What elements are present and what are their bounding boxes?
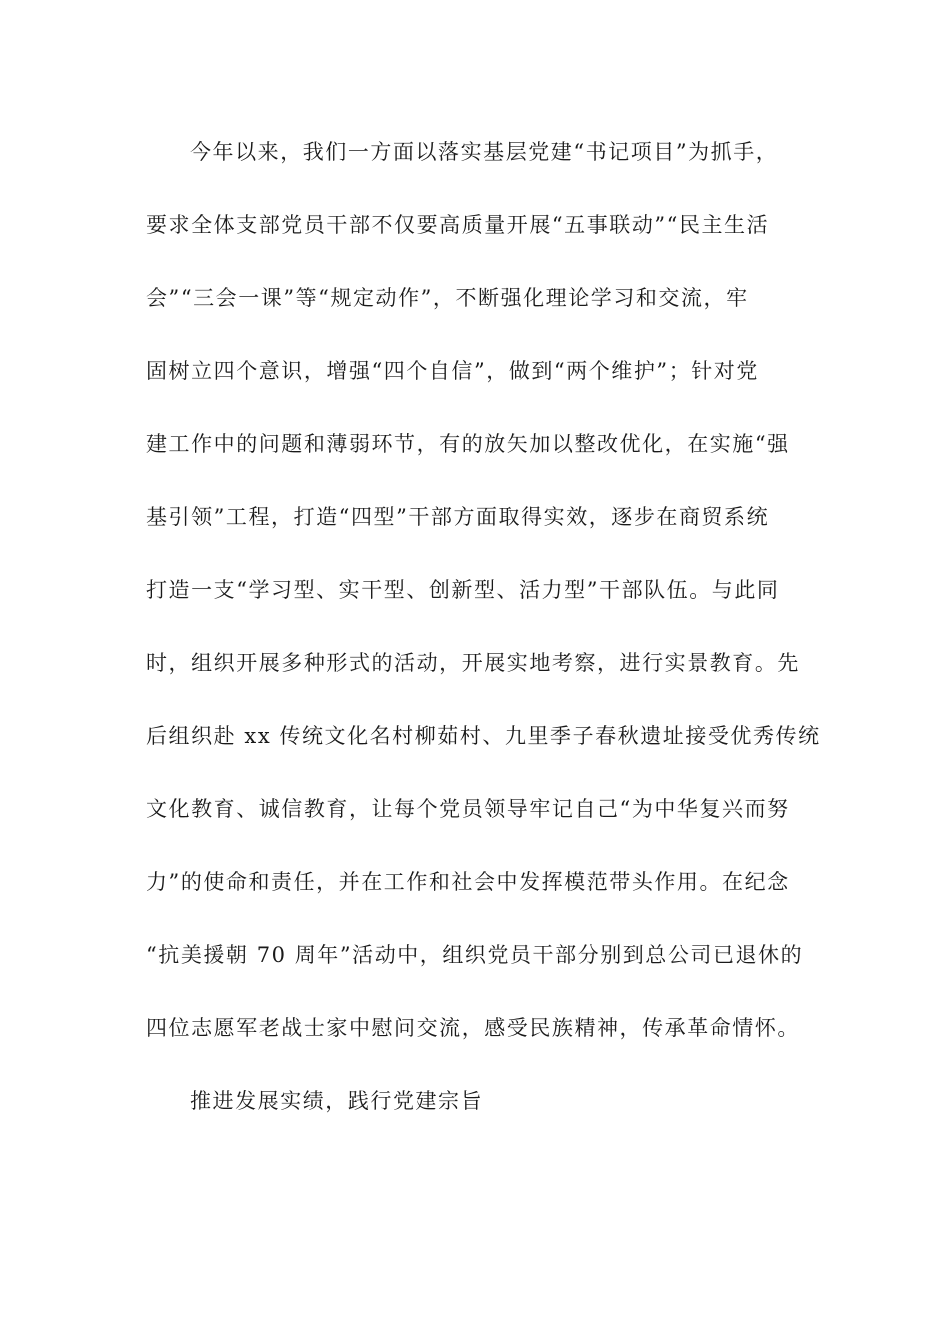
paragraph-line: 固树立四个意识，增强“四个自信”，做到“两个维护”；针对党 — [146, 359, 759, 383]
paragraph-line: 文化教育、诚信教育，让每个党员领导牢记自己“为中华复兴而努 — [146, 797, 790, 821]
paragraph-line: 后组织赴 xx 传统文化名村柳茹村、九里季子春秋遗址接受优秀传统 — [146, 724, 821, 748]
paragraph-line: “抗美援朝 70 周年”活动中，组织党员干部分别到总公司已退休的 — [146, 943, 804, 967]
paragraph-line: 今年以来，我们一方面以落实基层党建“书记项目”为抓手， — [190, 140, 779, 164]
paragraph-line: 四位志愿军老战士家中慰问交流，感受民族精神，传承革命情怀。 — [146, 1016, 800, 1040]
paragraph-line: 建工作中的问题和薄弱环节，有的放矢加以整改优化，在实施“强 — [146, 432, 790, 456]
paragraph-line: 要求全体支部党员干部不仅要高质量开展“五事联动”“民主生活 — [146, 213, 770, 237]
paragraph-line: 时，组织开展多种形式的活动，开展实地考察，进行实景教育。先 — [146, 651, 800, 675]
paragraph-line: 会”“三会一课”等“规定动作”，不断强化理论学习和交流，牢 — [146, 286, 749, 310]
paragraph-line: 打造一支“学习型、实干型、创新型、活力型”干部队伍。与此同 — [146, 578, 780, 602]
paragraph-line: 基引领”工程，打造“四型”干部方面取得实效，逐步在商贸系统 — [146, 505, 770, 529]
paragraph-line: 力”的使命和责任，并在工作和社会中发挥模范带头作用。在纪念 — [146, 870, 790, 894]
section-heading: 推进发展实绩，践行党建宗旨 — [190, 1089, 484, 1113]
